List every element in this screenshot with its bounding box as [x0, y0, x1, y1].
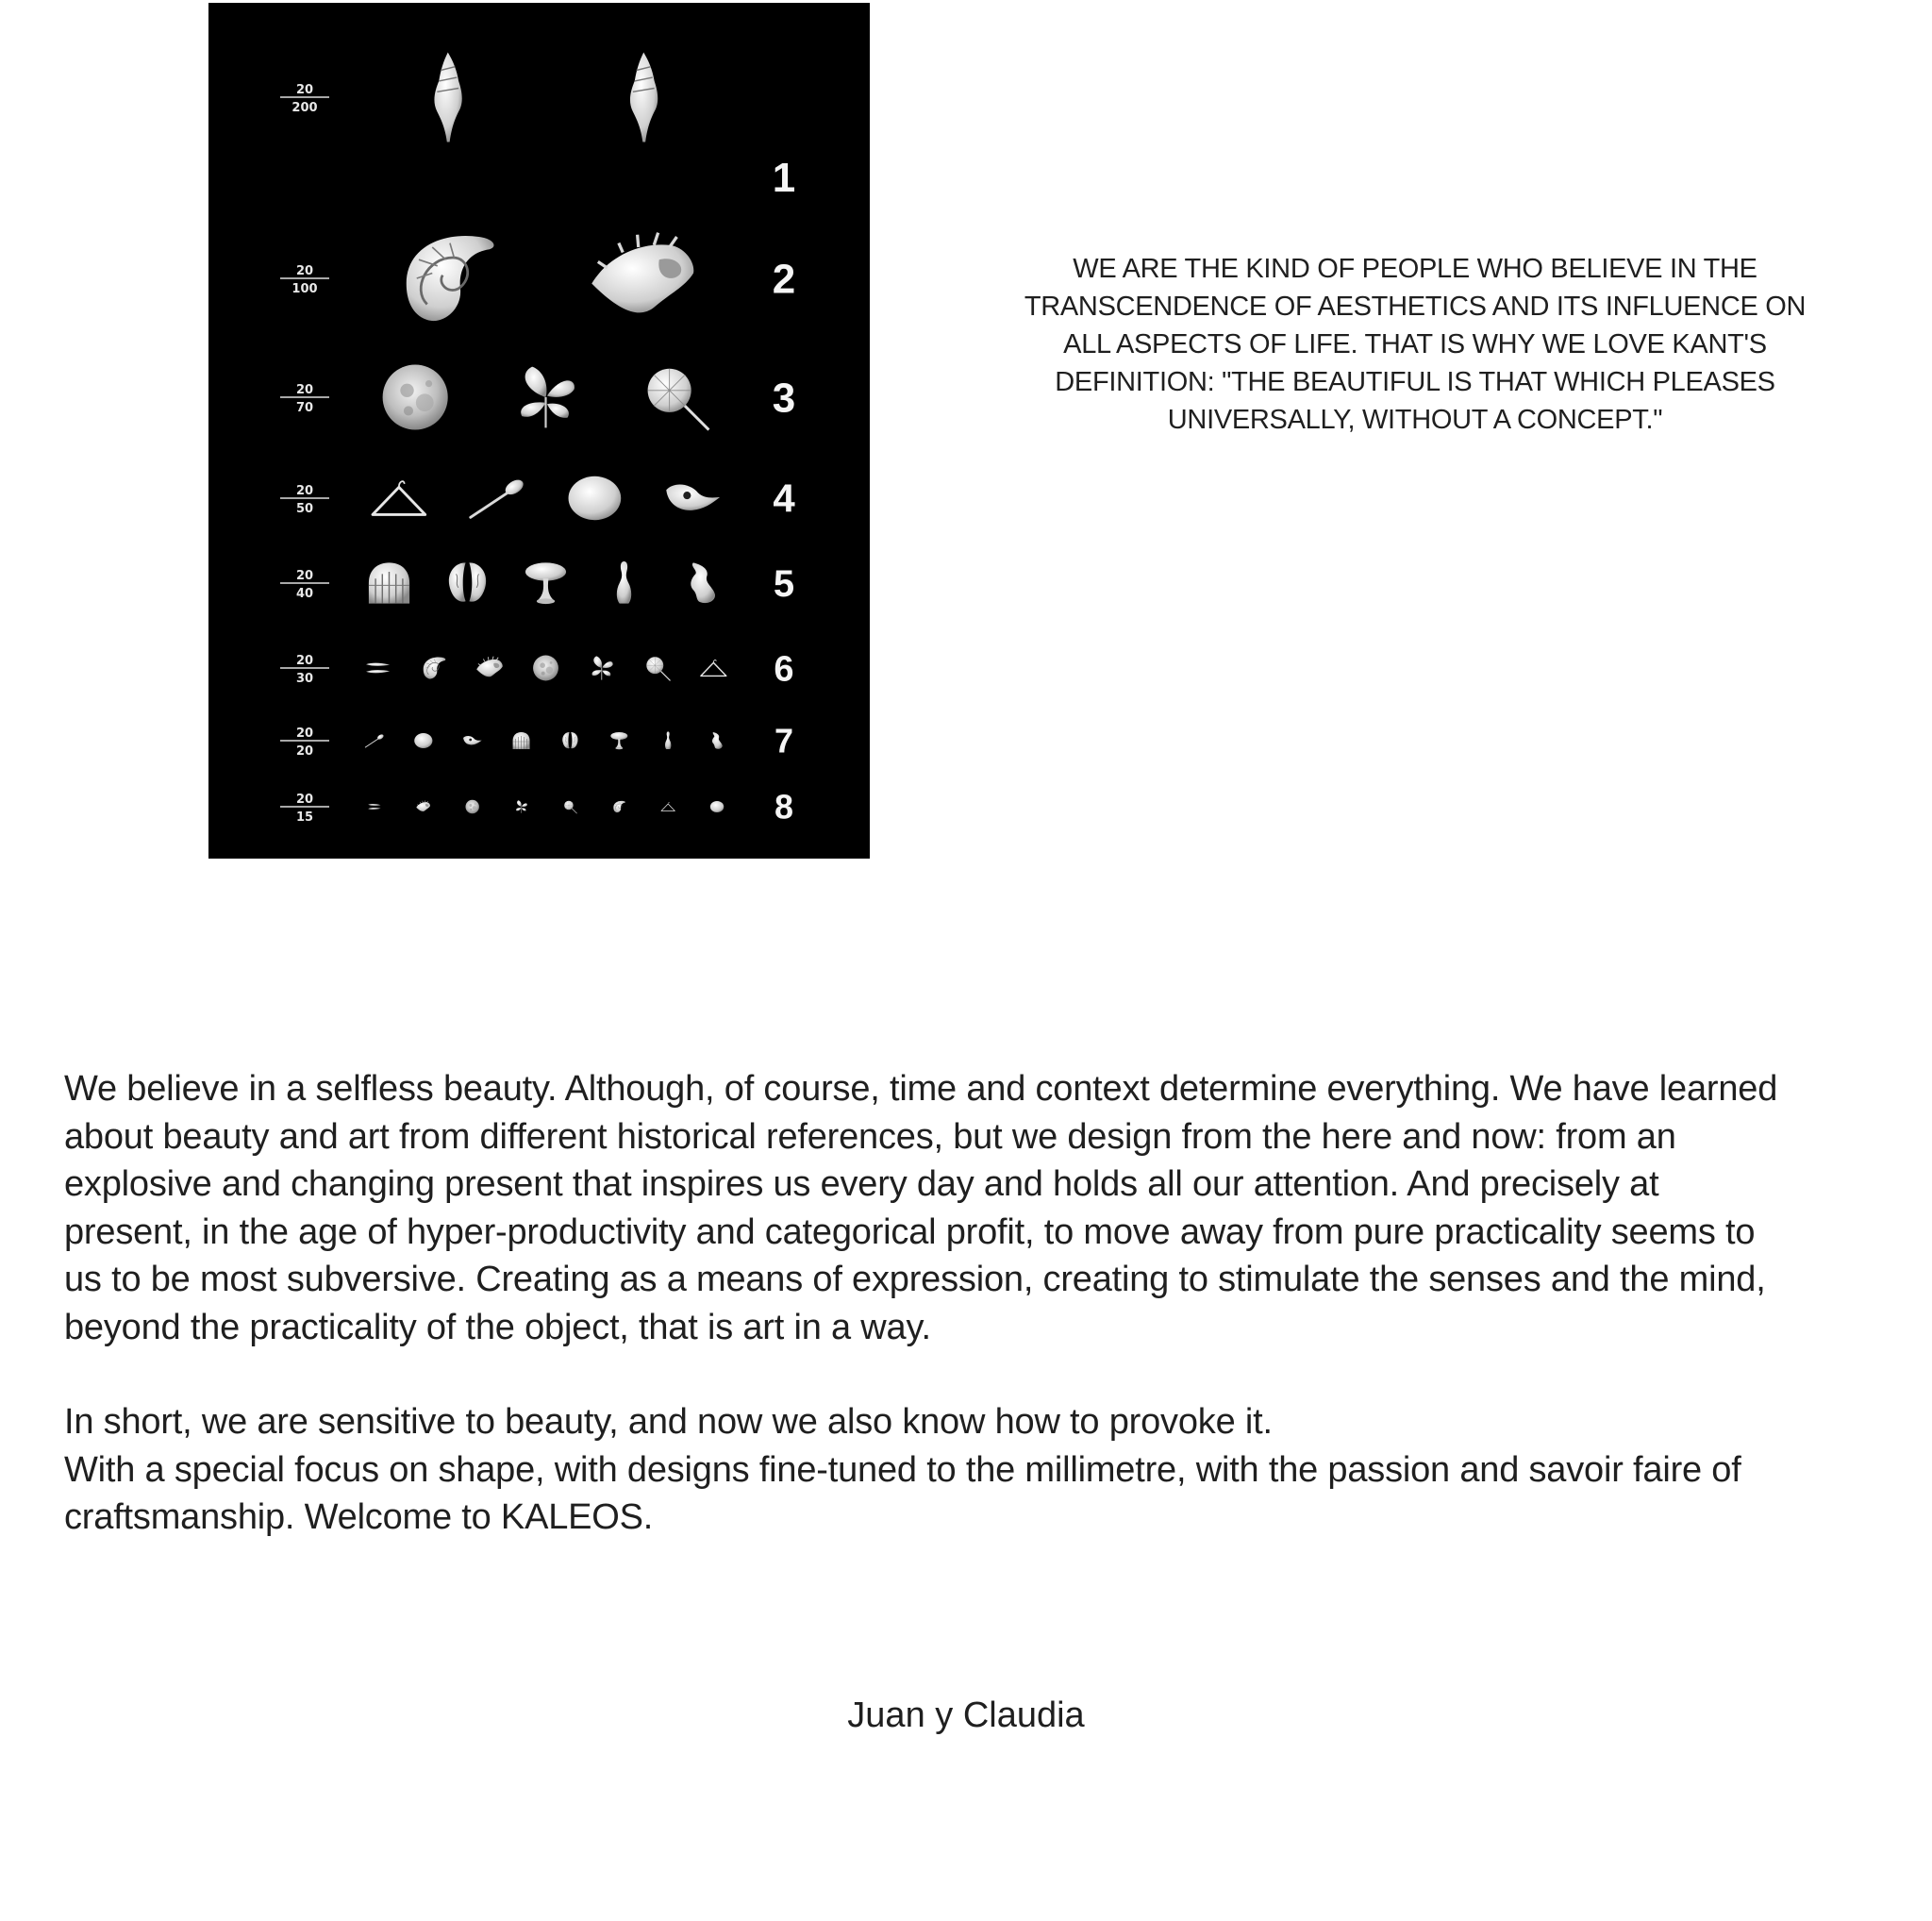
- leaf-sprig-image: [521, 367, 575, 428]
- moon-image: [465, 800, 478, 813]
- bowling-pin-image: [665, 731, 671, 749]
- row-number: 6: [774, 649, 794, 690]
- body-line: With a special focus on shape, with designs fine-tuned to the millimetre, with the passion and savoir faire of: [64, 1449, 1741, 1490]
- conch-shell-image: [476, 657, 503, 677]
- body-line: In short, we are sensitive to beauty, and now we also know how to provoke it.: [64, 1402, 1273, 1442]
- body-line: craftsmanship. Welcome to KALEOS.: [64, 1497, 654, 1537]
- acuity-denominator: 50: [295, 502, 314, 516]
- nautilus-shell-image: [424, 658, 446, 679]
- egg-image: [710, 801, 724, 812]
- spoon-image: [471, 476, 526, 517]
- spiral-shell-pair-image: [368, 804, 381, 810]
- bird-figure-image: [666, 484, 720, 509]
- spiral-shell-image: [434, 53, 461, 142]
- acuity-row: [280, 649, 794, 689]
- quote-line: TRANSCENDENCE OF AESTHETICS AND ITS INFLUENCE ON: [1024, 292, 1807, 322]
- acuity-denominator: 100: [291, 282, 318, 296]
- walnut-image: [562, 732, 577, 748]
- acuity-numerator: 20: [295, 383, 314, 397]
- acuity-row: [280, 364, 795, 429]
- dome-image: [369, 562, 409, 603]
- acuity-row: [280, 561, 794, 605]
- moon-image: [383, 364, 448, 429]
- acuity-denominator: 15: [295, 810, 314, 825]
- row-number: 2: [772, 256, 796, 303]
- quote-line: WE ARE THE KIND OF PEOPLE WHO BELIEVE IN THE: [1073, 254, 1757, 284]
- signature: Juan y Claudia: [847, 1695, 1085, 1735]
- acuity-row: [280, 53, 795, 202]
- spiral-shell-image: [630, 53, 658, 142]
- nautilus-shell-image: [407, 236, 494, 321]
- row-number: 7: [774, 721, 794, 760]
- acuity-numerator: 20: [295, 484, 314, 498]
- hanger-image: [701, 660, 726, 676]
- acuity-denominator: 40: [295, 587, 314, 601]
- body-line: explosive and changing present that inspires us every day and holds all our attention. And precisely at: [64, 1164, 1659, 1204]
- kant-quote: [991, 250, 1840, 439]
- hanger-image: [661, 802, 675, 810]
- acuity-numerator: 20: [295, 264, 314, 278]
- row-number: 3: [772, 375, 796, 422]
- manifesto-paragraph-1: [64, 1065, 1885, 1351]
- body-line: about beauty and art from different historical references, but we design from the here and now: from an: [64, 1116, 1676, 1157]
- acuity-denominator: 200: [291, 101, 318, 115]
- body-line: us to be most subversive. Creating as a means of expression, creating to stimulate the senses and the mind,: [64, 1260, 1766, 1299]
- manifesto-paragraph-2: [64, 1398, 1885, 1542]
- acuity-numerator: 20: [295, 83, 314, 97]
- row-number: 4: [773, 476, 795, 521]
- stone-image: [712, 732, 723, 749]
- body-line: present, in the age of hyper-productivity and categorical profit, to move away from pure practicality seems to: [64, 1211, 1756, 1252]
- spoon-image: [365, 733, 384, 747]
- row-number: 5: [773, 563, 795, 605]
- acuity-numerator: 20: [295, 727, 314, 741]
- quote-line: DEFINITION: "THE BEAUTIFUL IS THAT WHICH PLEASES: [1055, 367, 1775, 397]
- dandelion-lollipop-image: [646, 657, 670, 680]
- row-number: 8: [774, 787, 794, 827]
- acuity-row: [280, 788, 793, 827]
- acuity-denominator: 70: [295, 401, 314, 415]
- moon-image: [533, 656, 558, 681]
- row-number: 1: [772, 155, 796, 201]
- quote-line: ALL ASPECTS OF LIFE. THAT IS WHY WE LOVE KANT'S: [1063, 329, 1767, 359]
- conch-shell-image: [591, 233, 693, 313]
- acuity-numerator: 20: [295, 569, 314, 583]
- bowling-pin-image: [617, 561, 631, 604]
- nautilus-shell-image: [613, 801, 625, 812]
- tulip-table-image: [525, 562, 566, 604]
- acuity-denominator: 30: [295, 672, 314, 686]
- acuity-row: [280, 722, 793, 760]
- dandelion-lollipop-image: [564, 801, 577, 814]
- leaf-sprig-image: [516, 800, 527, 813]
- acuity-row: [280, 233, 795, 321]
- eye-chart-graphic: [208, 3, 870, 859]
- walnut-image: [449, 562, 486, 601]
- egg-image: [569, 476, 622, 520]
- eye-chart-poster: [208, 3, 870, 859]
- dome-image: [513, 732, 530, 749]
- tulip-table-image: [610, 732, 627, 749]
- body-line: beyond the practicality of the object, that is art in a way.: [64, 1307, 931, 1347]
- acuity-denominator: 20: [295, 744, 314, 759]
- quote-line: UNIVERSALLY, WITHOUT A CONCEPT.": [1167, 405, 1663, 435]
- acuity-row: [280, 476, 795, 521]
- body-line: We believe in a selfless beauty. Although, of course, time and context determine everything. We have learned: [64, 1069, 1778, 1109]
- manifesto-text: [64, 1065, 1885, 1542]
- dandelion-lollipop-image: [648, 369, 709, 430]
- acuity-numerator: 20: [295, 654, 314, 668]
- stone-image: [691, 562, 715, 603]
- hanger-image: [373, 481, 425, 514]
- spiral-shell-pair-image: [366, 663, 390, 674]
- acuity-numerator: 20: [295, 793, 314, 807]
- conch-shell-image: [416, 800, 430, 811]
- bird-figure-image: [463, 736, 482, 744]
- egg-image: [414, 733, 432, 748]
- leaf-sprig-image: [592, 656, 613, 679]
